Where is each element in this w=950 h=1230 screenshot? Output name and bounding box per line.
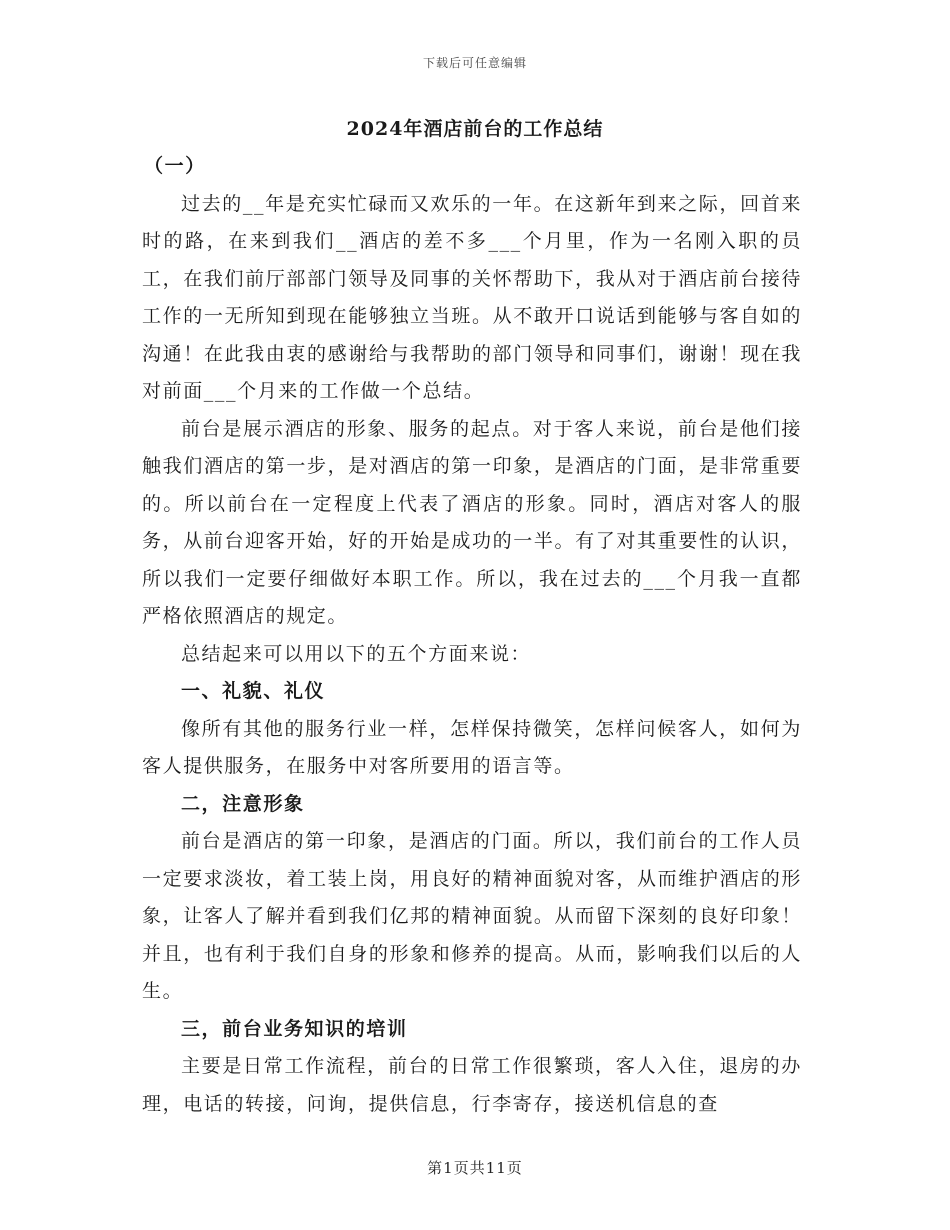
heading-image: 二，注意形象 bbox=[180, 792, 305, 815]
document-body bbox=[142, 148, 802, 1123]
heading-etiquette: 一、礼貌、礼仪 bbox=[180, 680, 326, 702]
page-footer: 第1页共11页 bbox=[427, 1159, 523, 1177]
paragraph-front-desk-importance: 前台是展示酒店的形象、服务的起点。对于客人来说，前台是他们接触我们酒店的第一步，是对酒店的第一印象，是酒店的门面，是非常重要的。所以前台在一定程度上代表了酒店的形象。同时，酒店对客人的服务，从前台迎客开始，好的开始是成功的一半。有了对其重要性的认识，所以我们一定要仔细做好本职工作。所以，我在过去的___个月我一直都严格依照酒店的规定。 bbox=[142, 417, 802, 627]
document-title: 2024年酒店前台的工作总结 bbox=[346, 118, 604, 140]
heading-training: 三，前台业务知识的培训 bbox=[180, 1017, 408, 1040]
paragraph-image: 前台是酒店的第一印象，是酒店的门面。所以，我们前台的工作人员一定要求淡妆，着工装上岗，用良好的精神面貌对客，从而维护酒店的形象，让客人了解并看到我们亿邦的精神面貌。从而留下深刻的良好印象！并且，也有利于我们自身的形象和修养的提高。从而，影响我们以后的人生。 bbox=[142, 830, 802, 1002]
paragraph-summary-lead: 总结起来可以用以下的五个方面来说： bbox=[180, 642, 532, 665]
paragraph-intro: 过去的__年是充实忙碌而又欢乐的一年。在这新年到来之际，回首来时的路，在来到我们__酒店的差不多___个月里，作为一名刚入职的员工，在我们前厅部部门领导及同事的关怀帮助下，我从对于酒店前台接待工作的一无所知到现在能够独立当班。从不敢开口说话到能够与客自如的沟通！在此我由衷的感谢给与我帮助的部门领导和同事们，谢谢！现在我对前面___个月来的工作做一个总结。 bbox=[142, 192, 802, 402]
section-number: （一） bbox=[144, 155, 206, 177]
paragraph-etiquette: 像所有其他的服务行业一样，怎样保持微笑，怎样问候客人，如何为客人提供服务，在服务中对客所要用的语言等。 bbox=[142, 717, 802, 777]
paragraph-training: 主要是日常工作流程，前台的日常工作很繁琐，客人入住，退房的办理，电话的转接，问询，提供信息，行李寄存，接送机信息的查 bbox=[142, 1055, 802, 1115]
header-note: 下载后可任意编辑 bbox=[422, 56, 527, 70]
